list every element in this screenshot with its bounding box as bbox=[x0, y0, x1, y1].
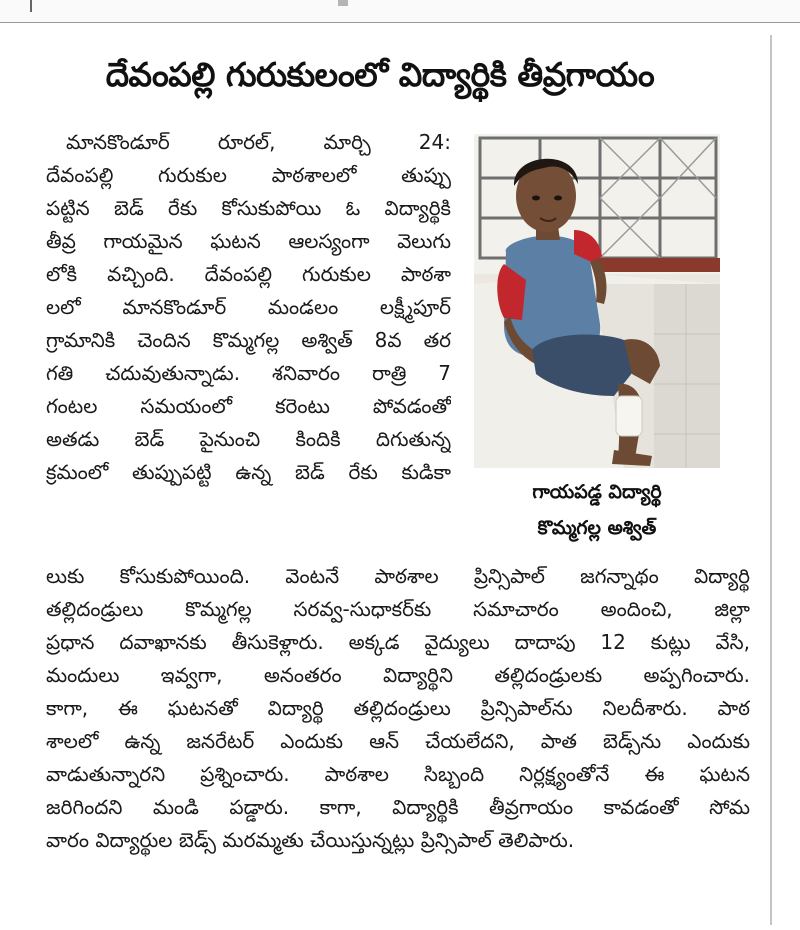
page-top-rule bbox=[0, 0, 800, 23]
rule-tick bbox=[30, 0, 32, 12]
article-line: శాలలో ఉన్న జనరేటర్ ఎందుకు ఆన్ చేయలేదని, పాత బెడ్స్‌ను ఎందుకు bbox=[46, 729, 750, 753]
rule-mark bbox=[338, 0, 348, 6]
article-line: వాడుతున్నారని ప్రశ్నించారు. పాఠశాల సిబ్బంది నిర్లక్ష్యంతోనే ఈ ఘటన bbox=[46, 762, 750, 786]
article-line: జరిగిందని మండి పడ్డారు. కాగా, విద్యార్థికి తీవ్రగాయం కావడంతో సోమ bbox=[46, 795, 750, 819]
article-line: తల్లిదండ్రులు కొమ్మగల్ల సరవ్వ-సుధాకర్‌కు సమాచారం అందించి, జిల్లా bbox=[46, 597, 750, 621]
article-line: పట్టిన బెడ్ రేకు కోసుకుపోయి ఓ విద్యార్థికి bbox=[46, 196, 451, 220]
article-line: మానకొండూర్ రూరల్, మార్చి 24: bbox=[66, 130, 451, 154]
news-photo bbox=[474, 134, 720, 468]
article-line: మందులు ఇవ్వగా, అనంతరం విద్యార్థిని తల్లిదండ్రులకు అప్పగించారు. bbox=[46, 663, 750, 687]
article-line: లలో మానకొండూర్ మండలం లక్ష్మీపూర్ bbox=[46, 295, 451, 319]
caption-line-2: కొమ్మగల్ల అశ్విత్ bbox=[537, 517, 657, 539]
article-line: ప్రధాన దవాఖానకు తీసుకెళ్లారు. అక్కడ వైద్యులు దాదాపు 12 కుట్లు వేసి, bbox=[46, 630, 750, 654]
column-divider bbox=[770, 35, 772, 925]
article-line: గతి చదువుతున్నాడు. శనివారం రాత్రి 7 bbox=[46, 361, 451, 385]
article-line: కాగా, ఈ ఘటనతో విద్యార్థి తల్లిదండ్రులు ప్రిన్సిపాల్‌ను నిలదీశారు. పాఠ bbox=[46, 696, 750, 720]
article-line: క్రమంలో తుప్పుపట్టి ఉన్న బెడ్ రేకు కుడికా bbox=[46, 460, 451, 484]
article-line: గ్రామానికి చెందిన కొమ్మగల్ల అశ్విత్ 8వ తర bbox=[46, 328, 451, 352]
article-line: గంటల సమయంలో కరెంటు పోవడంతో bbox=[46, 394, 451, 418]
article-line: తీవ్ర గాయమైన ఘటన ఆలస్యంగా వెలుగు bbox=[46, 229, 451, 253]
caption-line-1: గాయపడ్డ విద్యార్థి bbox=[532, 481, 662, 503]
article-line: లుకు కోసుకుపోయింది. వెంటనే పాఠశాల ప్రిన్సిపాల్ జగన్నాథం విద్యార్థి bbox=[46, 564, 750, 588]
photo-caption bbox=[474, 474, 720, 546]
article-line: లోకి వచ్చింది. దేవంపల్లి గురుకుల పాఠశా bbox=[46, 262, 451, 286]
article-body-narrow bbox=[46, 126, 451, 489]
article-headline: దేవంపల్లి గురుకులంలో విద్యార్థికి తీవ్రగాయం bbox=[105, 55, 655, 94]
article-line: వారం విద్యార్థుల బెడ్స్ మరమ్మతు చేయిస్తున్నట్లు ప్రిన్సిపాల్ తెలిపారు. bbox=[46, 828, 575, 852]
article-line: అతడు బెడ్ పైనుంచి కిందికి దిగుతున్న bbox=[46, 427, 451, 451]
article-body-wide bbox=[46, 560, 750, 857]
article-line: దేవంపల్లి గురుకుల పాఠశాలలో తుప్పు bbox=[46, 163, 451, 187]
